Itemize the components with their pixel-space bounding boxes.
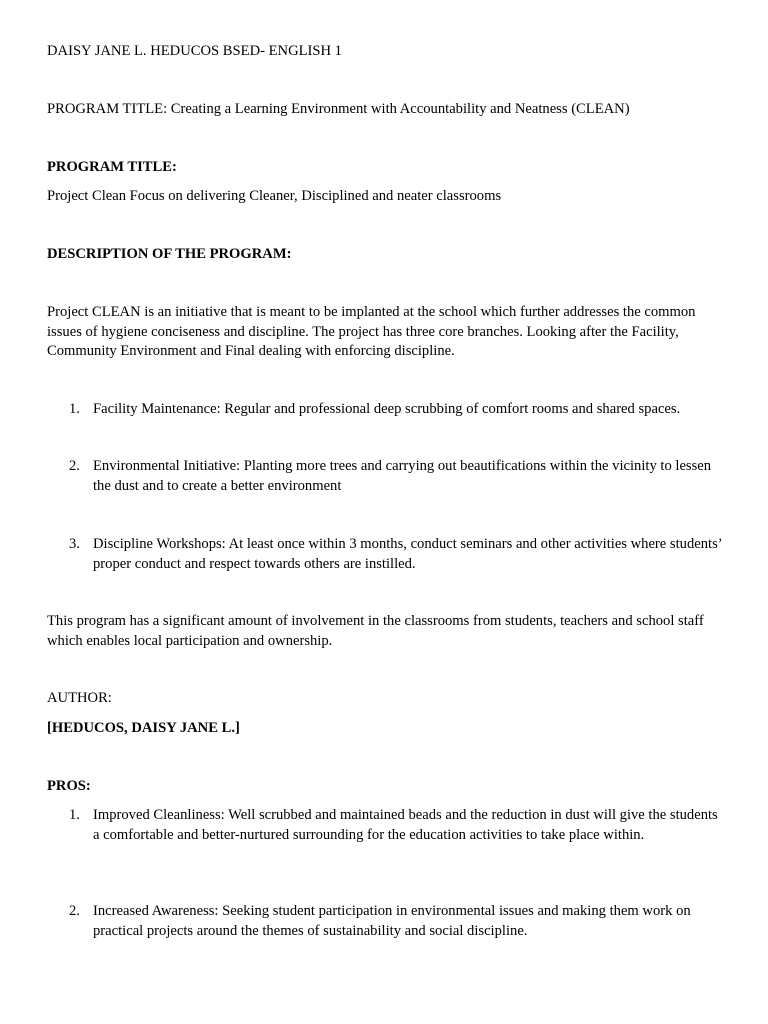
program-title-heading: PROGRAM TITLE: (47, 159, 177, 175)
description-heading: DESCRIPTION OF THE PROGRAM: (47, 246, 292, 262)
list-number: 1. (69, 401, 80, 417)
list-item-text: Discipline Workshops: At least once within 3 months, conduct seminars and other activities where students’ proper conduct and respect towards others are instilled. (93, 536, 722, 572)
header-line: DAISY JANE L. HEDUCOS BSED- ENGLISH 1 (47, 43, 342, 59)
list-item-text: Environmental Initiative: Planting more trees and carrying out beautifications within the vicinity to lessen the dust and to create a better environment (93, 458, 712, 494)
program-title-line: PROGRAM TITLE: Creating a Learning Environment with Accountability and Neatness (CLEAN) (47, 101, 630, 117)
list-item-text: Increased Awareness: Seeking student participation in environmental issues and making them work on practical projects around the themes of sustainability and social discipline. (93, 903, 691, 939)
list-number: 2. (69, 903, 80, 919)
list-number: 1. (69, 807, 80, 823)
description-paragraph: Project CLEAN is an initiative that is meant to be implanted at the school which further addresses the common issues of hygiene conciseness and discipline. The project has three core branches. Looking after the Facility, Community Environment and Final dealing with enforcing discipline. (47, 304, 696, 359)
list-item-text: Facility Maintenance: Regular and professional deep scrubbing of comfort rooms and shared spaces. (93, 401, 681, 417)
author-label: AUTHOR: (47, 690, 112, 706)
pros-heading: PROS: (47, 778, 91, 794)
list-number: 3. (69, 536, 80, 552)
list-number: 2. (69, 458, 80, 474)
list-item-text: Improved Cleanliness: Well scrubbed and maintained beads and the reduction in dust will give the students a comfortable and better-nurtured surrounding for the education activities to take place within. (93, 807, 718, 843)
program-title-text: Project Clean Focus on delivering Cleaner, Disciplined and neater classrooms (47, 188, 502, 204)
author-name: [HEDUCOS, DAISY JANE L.] (47, 720, 240, 736)
involvement-paragraph: This program has a significant amount of involvement in the classrooms from students, teachers and school staff which enables local participation and ownership. (47, 613, 704, 649)
